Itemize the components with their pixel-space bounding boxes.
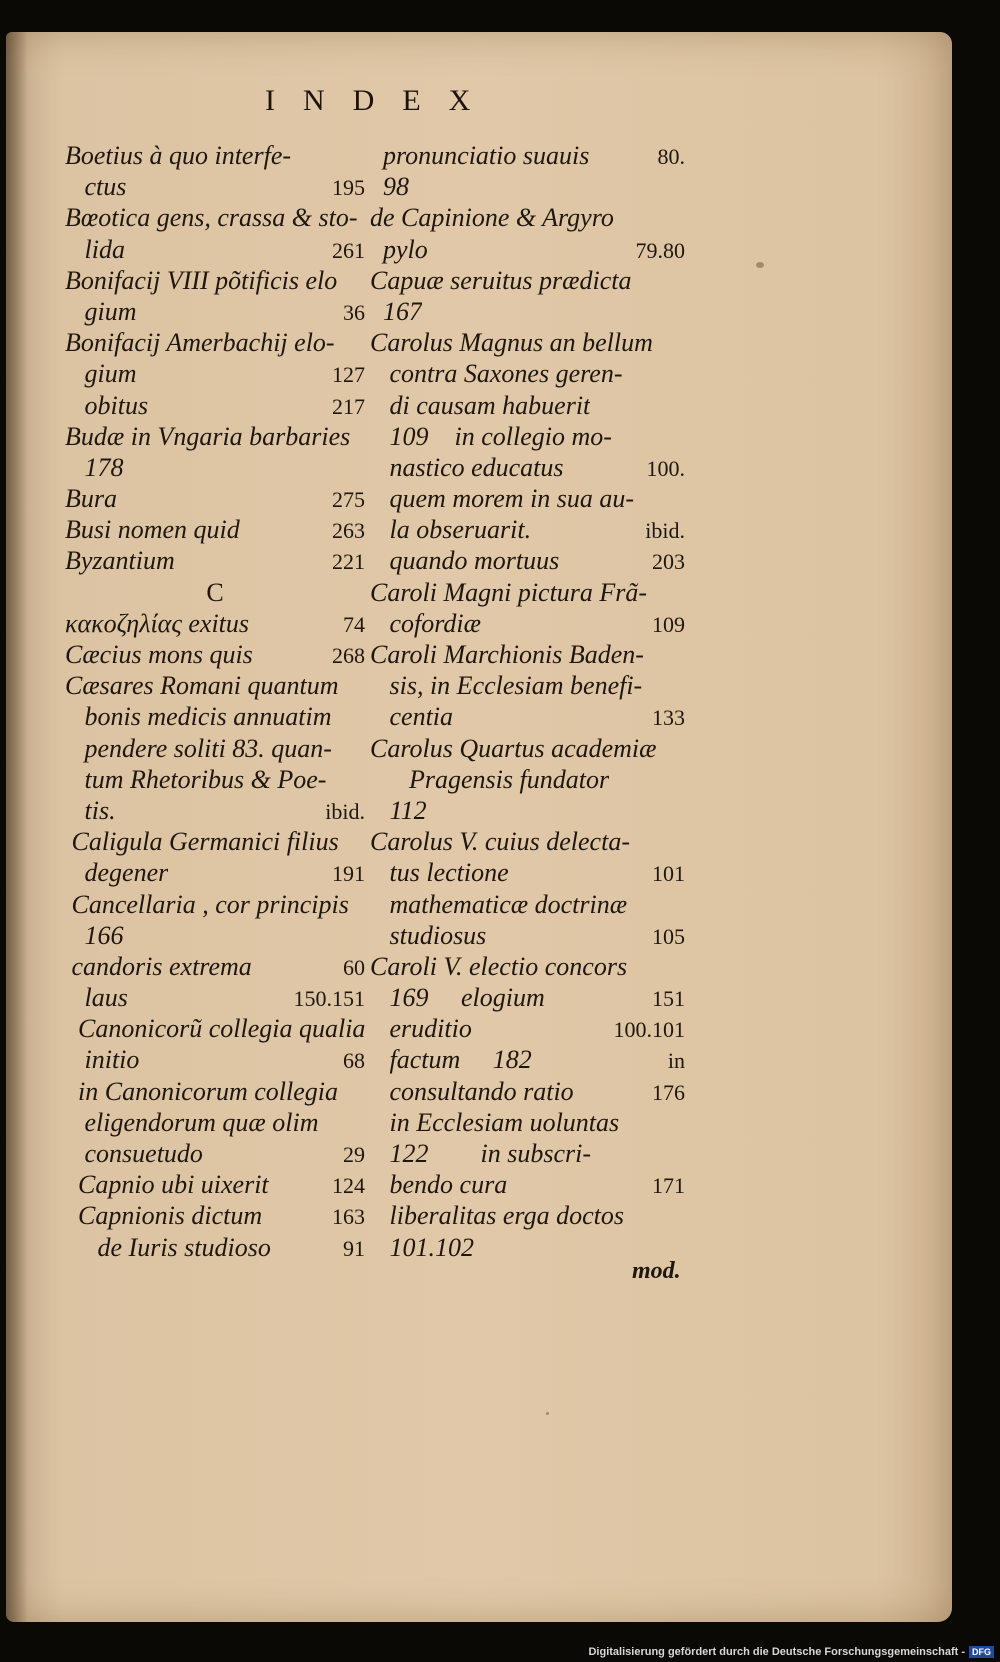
entry-page-ref: 68 [343, 1048, 365, 1074]
entry-text: Caroli Magni pictura Frã- [370, 577, 648, 607]
index-entry-line [370, 296, 685, 327]
index-entry-line [370, 140, 685, 171]
entry-text: gium [65, 296, 137, 326]
entry-text: Caroli V. electio concors [370, 951, 628, 981]
index-entry-line [65, 1169, 365, 1200]
entry-page-ref: 261 [332, 237, 365, 263]
entry-text: Pragensis fundator [370, 764, 610, 794]
entry-text: degener [65, 858, 169, 888]
entry-text: candoris extrema [65, 951, 252, 981]
index-entry-line [370, 1169, 685, 1200]
index-entry-line [65, 701, 365, 732]
entry-text: Bonifacij VIII põtificis elo [65, 265, 338, 295]
index-entry-line [65, 452, 365, 483]
index-entry-line [65, 951, 365, 982]
index-entry-line [370, 483, 685, 514]
entry-page-ref: 191 [332, 861, 365, 887]
entry-text: Busi nomen quid [65, 515, 240, 545]
index-entry-line [65, 795, 365, 826]
index-entry-line [65, 857, 365, 888]
index-entry-line [370, 1138, 685, 1169]
entry-text: Capnio ubi uixerit [65, 1170, 269, 1200]
entry-text: de Iuris studioso [65, 1232, 271, 1262]
entry-text: sis, in Ecclesiam benefi- [370, 671, 643, 701]
entry-text: studiosus [370, 920, 487, 950]
index-entry-line [370, 701, 685, 732]
index-entry-line [370, 920, 685, 951]
index-entry-line [65, 764, 365, 795]
index-entry-line [370, 1200, 685, 1231]
entry-text: contra Saxones geren- [370, 359, 623, 389]
entry-page-ref: 151 [652, 986, 685, 1012]
entry-page-ref: 80. [657, 144, 685, 169]
index-entry-line [65, 234, 365, 265]
entry-page-ref: 150.151 [293, 986, 365, 1012]
entry-text: Bonifacij Amerbachij elo- [65, 328, 335, 358]
index-entry-line [370, 265, 685, 296]
index-entry-line [370, 733, 685, 764]
entry-text: eligendorum quæ olim [65, 1107, 319, 1137]
index-entry-line [370, 358, 685, 389]
index-entry-line [370, 608, 685, 639]
entry-text: la obseruarit. [370, 515, 532, 545]
entry-text: consultando ratio [370, 1076, 574, 1106]
entry-page-ref: 221 [332, 549, 365, 575]
index-entry-line [370, 514, 685, 545]
entry-text: laus [65, 983, 128, 1013]
entry-text: pronunciatio suauis [370, 141, 590, 170]
index-entry-line [65, 1200, 365, 1231]
index-entry-line [65, 1044, 365, 1075]
index-entry-line [370, 234, 685, 265]
entry-page-ref: ibid. [645, 518, 685, 544]
catchword: mod. [632, 1258, 681, 1284]
index-entry-line [370, 826, 685, 857]
index-entry-line [370, 202, 685, 233]
entry-page-ref: 195 [332, 175, 365, 201]
index-entry-line [65, 1076, 365, 1107]
index-entry-line [65, 421, 365, 452]
entry-page-ref: 275 [332, 487, 365, 513]
entry-text: Byzantium [65, 546, 175, 576]
entry-text: pylo [370, 234, 428, 264]
entry-page-ref: 101 [652, 861, 685, 887]
index-entry-line [65, 358, 365, 389]
index-column-left [65, 140, 365, 1263]
entry-text: 109 in collegio mo- [370, 421, 612, 451]
index-entry-line [370, 764, 685, 795]
index-entry-line [370, 171, 685, 202]
entry-page-ref: 171 [652, 1173, 685, 1199]
index-entry-line [370, 951, 685, 982]
entry-text: bonis medicis annuatim [65, 702, 332, 732]
entry-page-ref: 217 [332, 393, 365, 419]
index-entry-line [370, 639, 685, 670]
index-entry-line [65, 982, 365, 1013]
entry-page-ref: ibid. [325, 798, 365, 824]
entry-text: 178 [65, 452, 124, 482]
index-entry-line [65, 1138, 365, 1169]
index-entry-line [65, 545, 365, 576]
index-entry-line [370, 421, 685, 452]
index-entry-line [65, 889, 365, 920]
entry-text: Carolus V. cuius delecta- [370, 827, 630, 857]
index-entry-line [370, 1076, 685, 1107]
index-entry-line [370, 327, 685, 358]
entry-text: 112 [370, 795, 427, 825]
index-entry-line [370, 545, 685, 576]
index-entry-line [65, 1232, 365, 1263]
index-entry-line [65, 577, 365, 608]
entry-page-ref: 263 [332, 518, 365, 544]
entry-text: κακοζηλίας exitus [65, 608, 250, 638]
entry-page-ref: 105 [652, 923, 685, 949]
index-entry-line [370, 1107, 685, 1138]
entry-page-ref: 100.101 [613, 1017, 685, 1043]
entry-text: tus lectione [370, 858, 509, 888]
entry-text: Capuæ seruitus prædicta [370, 265, 632, 295]
entry-page-ref: 124 [332, 1173, 365, 1199]
entry-text: Cæcius mons quis [65, 640, 253, 669]
entry-text: quando mortuus [370, 546, 560, 576]
index-entry-line [370, 390, 685, 421]
index-entry-line [65, 327, 365, 358]
entry-page-ref: 203 [652, 549, 685, 575]
paper-speck [546, 1412, 549, 1415]
entry-text: in Canonicorum collegia [65, 1076, 338, 1106]
entry-text: mathematicæ doctrinæ [370, 889, 628, 919]
index-entry-line [370, 577, 685, 608]
entry-text: bendo cura [370, 1170, 508, 1200]
entry-text: di causam habuerit [370, 390, 591, 420]
entry-text: factum 182 [370, 1045, 532, 1075]
entry-text: 167 [370, 296, 422, 326]
index-entry-line [65, 296, 365, 327]
index-entry-line [65, 514, 365, 545]
entry-text: initio [65, 1045, 140, 1075]
index-entry-line [65, 608, 365, 639]
entry-text: Caroli Marchionis Baden- [370, 640, 644, 669]
index-entry-line [65, 140, 365, 171]
index-entry-line [65, 733, 365, 764]
entry-text: Cæsares Romani quantum [65, 671, 339, 701]
index-entry-line [370, 670, 685, 701]
entry-page-ref: 100. [646, 455, 685, 481]
index-column-right [370, 140, 685, 1263]
index-entry-line [65, 639, 365, 670]
entry-text: Bura [65, 484, 117, 514]
entry-page-ref: 268 [332, 643, 365, 668]
entry-text: Carolus Magnus an bellum [370, 328, 653, 358]
entry-page-ref: 91 [343, 1235, 365, 1261]
entry-page-ref: 176 [652, 1079, 685, 1105]
entry-text: quem morem in sua au- [370, 484, 635, 514]
entry-text: obitus [65, 390, 149, 420]
entry-text: centia [370, 702, 454, 732]
entry-text: Caligula Germanici filius [65, 827, 339, 857]
index-entry-line [370, 1044, 685, 1075]
entry-text: 101.102 [370, 1232, 474, 1262]
index-entry-line [370, 857, 685, 888]
entry-page-ref: 29 [343, 1142, 365, 1167]
entry-text: nastico educatus [370, 452, 564, 482]
entry-text: 98 [370, 172, 409, 202]
dfg-logo: DFG [969, 1646, 994, 1658]
digitization-credit [588, 1646, 994, 1658]
index-entry-line [65, 483, 365, 514]
entry-text: 169 elogium [370, 983, 545, 1013]
entry-text: tum Rhetoribus & Poe- [65, 764, 327, 794]
entry-page-ref: 127 [332, 362, 365, 388]
entry-text: 122 in subscri- [370, 1139, 591, 1168]
entry-page-ref: 79.80 [635, 237, 685, 263]
entry-text: Bœotica gens, crassa & sto- [65, 203, 358, 233]
entry-text: tis. [65, 795, 116, 825]
entry-page-ref: 163 [332, 1204, 365, 1230]
entry-text: eruditio [370, 1014, 472, 1044]
index-entry-line [65, 171, 365, 202]
entry-text: in Ecclesiam uoluntas [370, 1107, 620, 1137]
entry-text: de Capinione & Argyro [370, 203, 614, 233]
entry-page-ref: 74 [343, 611, 365, 637]
index-entry-line [370, 452, 685, 483]
entry-text: ctus [65, 172, 127, 202]
entry-text: Cancellaria , cor principis [65, 889, 349, 919]
index-entry-line [65, 390, 365, 421]
entry-text: consuetudo [65, 1139, 203, 1168]
entry-text: Carolus Quartus academiæ [370, 733, 657, 763]
entry-text: Canonicorũ collegia qualia [65, 1014, 365, 1044]
entry-page-ref: 109 [652, 611, 685, 637]
index-entry-line [65, 1013, 365, 1044]
entry-text: cofordiæ [370, 608, 481, 638]
paper-speck [756, 262, 764, 268]
index-entry-line [65, 670, 365, 701]
index-entry-line [370, 889, 685, 920]
index-entry-line [370, 1013, 685, 1044]
entry-text: Boetius à quo interfe- [65, 141, 292, 170]
index-entry-line [65, 1107, 365, 1138]
index-entry-line [370, 982, 685, 1013]
entry-text: Capnionis dictum [65, 1201, 263, 1231]
index-entry-line [65, 202, 365, 233]
entry-text: pendere soliti 83. quan- [65, 733, 332, 763]
index-entry-line [65, 265, 365, 296]
entry-text: Budæ in Vngaria barbaries [65, 421, 351, 451]
entry-text: 166 [65, 920, 124, 950]
entry-text: lida [65, 234, 125, 264]
credit-text: Digitalisierung gefördert durch die Deutsche Forschungsgemeinschaft - [588, 1646, 965, 1658]
index-entry-line [65, 826, 365, 857]
entry-page-ref: 133 [652, 705, 685, 731]
entry-text: C [206, 577, 224, 607]
page-header: INDEX [265, 84, 499, 117]
index-entry-line [370, 795, 685, 826]
entry-page-ref: in [667, 1048, 685, 1074]
entry-text: gium [65, 359, 137, 389]
entry-page-ref: 36 [343, 299, 365, 325]
entry-page-ref: 60 [343, 954, 365, 980]
entry-text: liberalitas erga doctos [370, 1201, 624, 1231]
index-entry-line [65, 920, 365, 951]
spine-shadow [6, 32, 28, 1622]
